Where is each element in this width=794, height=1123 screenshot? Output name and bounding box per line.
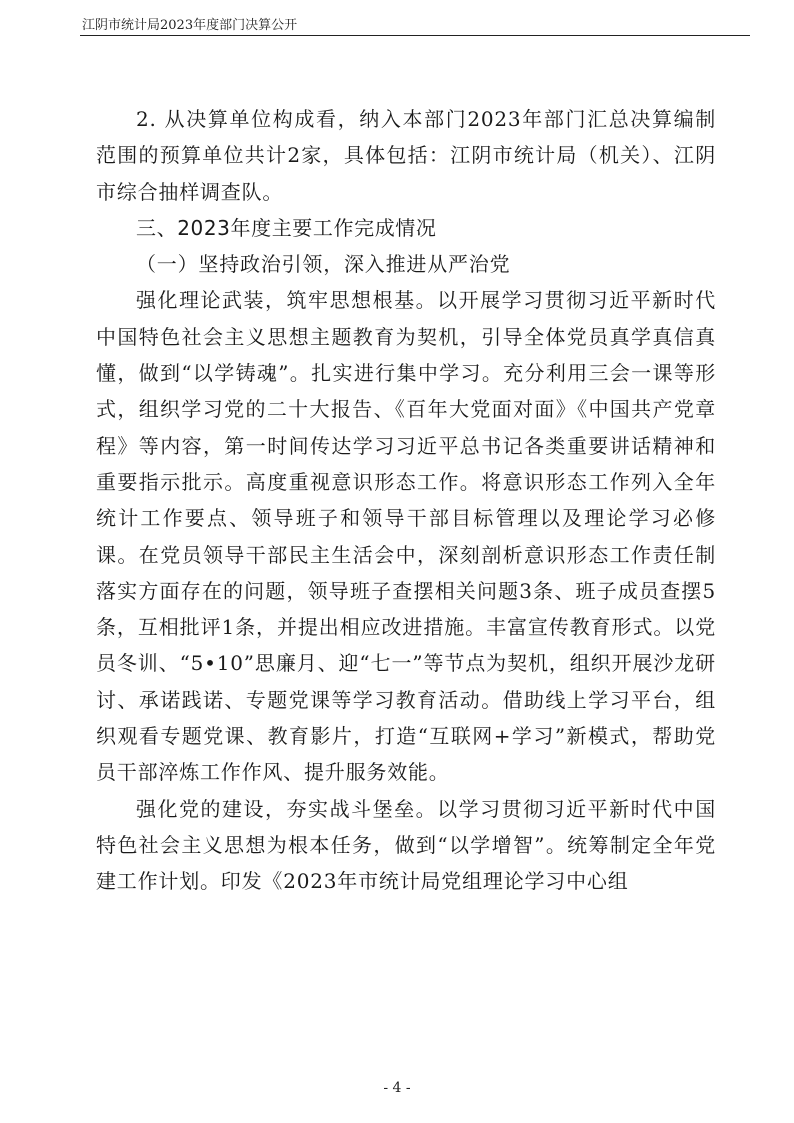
paragraph-party-building: 强化党的建设，夯实战斗堡垒。以学习贯彻习近平新时代中国特色社会主义思想为根本任务，做到“以学增智”。统筹制定全年党建工作计划。印发《2023年市统计局党组理论学习中心组 xyxy=(96,796,716,894)
page-header-title: 江阴市统计局2023年度部门决算公开 xyxy=(82,18,298,33)
subsection-heading: （一）坚持政治引领，深入推进从严治党 xyxy=(136,252,511,277)
header-divider xyxy=(80,35,750,36)
page-number: - 4 - xyxy=(383,1080,411,1096)
paragraph-theory-study: 强化理论武装，筑牢思想根基。以开展学习贯彻习近平新时代中国特色社会主义思想主题教育为契机，引导全体党员真学真信真懂，做到“以学铸魂”。扎实进行集中学习。充分利用三会一课等形式，组织学习党的二十大报告、《百年大党面对面》《中国共产党章程》等内容，第一时间传达学习习近平总书记各类重要讲话精神和重要指示批示。高度重视意识形态工作。将意识形态工作列入全年统计工作要点、领导班子和领导干部目标管理以及理论学习必修课。在党员领导干部民主生活会中，深刻剖析意识形态工作责任制落实方面存在的问题，领导班子查摆相关问题3条、班子成员查摆5条，互相批评1条，并提出相应改进措施。丰富宣传教育形式。以党员冬训、“5•10”思廉月、迎“七一”等节点为契机，组织开展沙龙研讨、承诺践诺、专题党课等学习教育活动。借助线上学习平台，组织观看专题党课、教育影片，打造“互联网+学习”新模式，帮助党员干部淬炼工作作风、提升服务效能。 xyxy=(96,288,716,785)
paragraph-budget-scope: 2. 从决算单位构成看，纳入本部门2023年部门汇总决算编制范围的预算单位共计2家，具体包括：江阴市统计局（机关）、江阴市综合抽样调查队。 xyxy=(96,107,716,204)
document-body xyxy=(96,101,716,900)
section-heading: 三、2023年度主要工作完成情况 xyxy=(136,215,437,240)
